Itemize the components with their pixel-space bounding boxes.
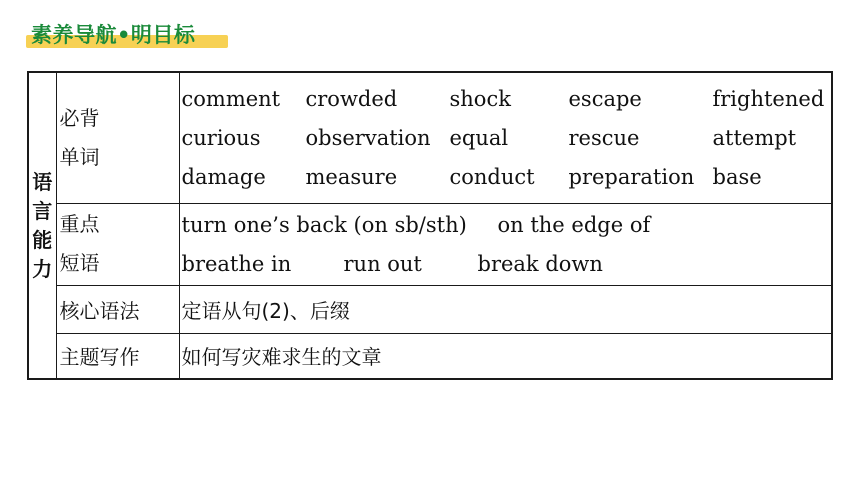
writing-content: 如何写灾难求生的文章 [179,333,832,379]
category-vocabulary [56,72,179,203]
word: frightened [712,86,825,111]
word: comment [181,86,281,111]
learning-goals-table [27,71,833,380]
section-label-char: 语 [32,169,53,194]
word-row [182,79,832,118]
phrase: breathe in [181,251,292,276]
word: observation [305,125,431,150]
category-line: 必背 [59,105,100,130]
word: rescue [568,125,640,150]
word: crowded [305,86,398,111]
word-row [182,157,832,196]
phrase-row [182,205,832,244]
word: base [712,164,762,189]
section-label-char: 力 [32,256,53,281]
phrase: turn one’s back (on sb/sth) [181,212,467,237]
table-row-phrases [28,203,832,285]
word: curious [181,125,261,150]
page-title: 素养导航•明目标 [31,23,196,47]
section-label-char: 言 [32,198,53,223]
word: conduct [449,164,535,189]
section-label-char: 能 [32,227,53,252]
phrase: run out [343,251,422,276]
word: escape [568,86,642,111]
table-row-vocabulary [28,72,832,203]
key-phrases [179,203,832,285]
word-row [182,118,832,157]
category-grammar: 核心语法 [56,285,179,333]
category-line: 重点 [59,212,100,236]
category-phrases [56,203,179,285]
phrase-row [182,244,832,283]
word: damage [181,164,266,189]
word: shock [449,86,511,111]
vocabulary-words [179,72,832,203]
word: measure [305,164,398,189]
category-writing: 主题写作 [56,333,179,379]
section-header [26,20,195,50]
table-row-grammar [28,285,832,333]
phrase: break down [477,251,603,276]
section-label [28,72,56,379]
word: preparation [568,164,695,189]
word: equal [449,125,509,150]
phrase: on the edge of [497,212,651,237]
grammar-content: 定语从句(2)、后缀 [179,285,832,333]
category-line: 单词 [59,144,100,169]
category-line: 短语 [59,251,100,275]
word: attempt [712,125,797,150]
table-row-writing [28,333,832,379]
